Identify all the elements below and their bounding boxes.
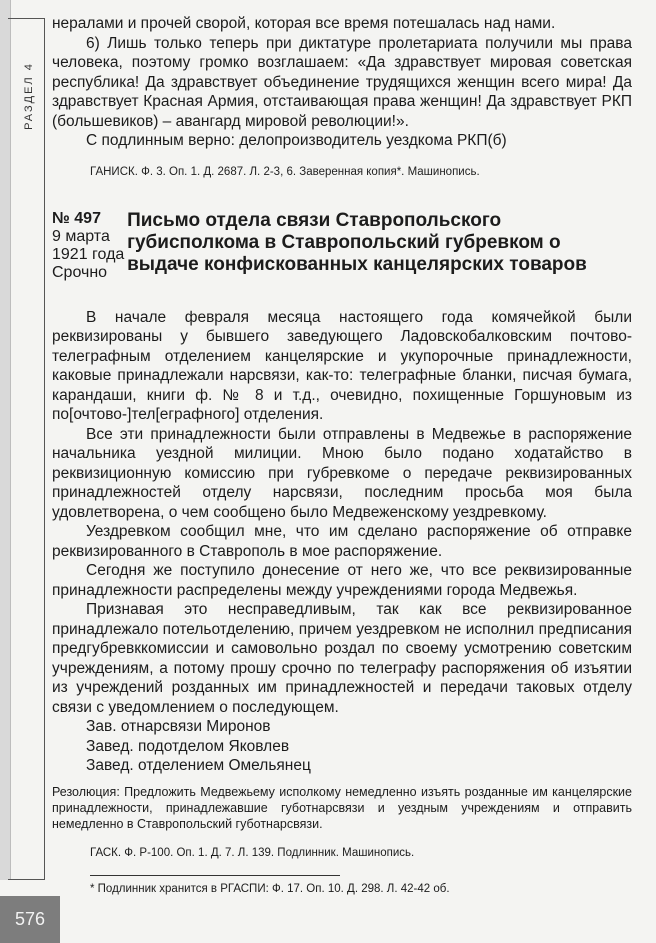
signature-line: Зав. отнарсвязи Миронов <box>86 718 271 735</box>
document-meta <box>52 210 127 282</box>
prev-source-note: ГАНИСК. Ф. 3. Оп. 1. Д. 2687. Л. 2-3, 6. Заверенная копия*. Машинопись. <box>90 165 480 178</box>
archive-reference: ГАСК. Ф. Р-100. Оп. 1. Д. 7. Л. 139. Подлинник. Машинопись. <box>90 846 415 859</box>
body-paragraph: В начале февраля месяца настоящего года комячейкой были реквизированы у бывшего заведующего Ладовскобалковским почтово-телеграфным отделением канцелярские и укупорочные принадлежности, каковые принадлежали нарсвязи, как-то: телеграфные бланки, писчая бумага, карандаши, книги ф. № 8 и т.д., очевидно, похищенные Горшуновым из по[очтово-]тел[еграфного] отделения. <box>52 308 632 423</box>
document-header <box>52 210 632 282</box>
certification-line: С подлинным верно: делопроизводитель уездкома РКП(б) <box>86 132 507 149</box>
footnote: * Подлинник хранится в РГАСПИ: Ф. 17. Оп. 10. Д. 298. Л. 42-42 об. <box>90 882 450 895</box>
body-paragraph: Сегодня же поступило донесение от него же, что все реквизированные принадлежности распределены между учреждениями города Медвежья. <box>52 562 632 599</box>
body-paragraph: Уездревком сообщил мне, что им сделано распоряжение об отправке реквизированного в Ставрополь в мое распоряжение. <box>52 523 632 560</box>
section-tab <box>16 30 40 180</box>
prev-paragraph-end: нералами и прочей сворой, которая все время потешалась над нами. <box>52 15 556 32</box>
signature-line: Завед. подотделом Яковлев <box>86 737 290 755</box>
document-number: № 497 <box>52 209 101 227</box>
page-content <box>52 14 632 897</box>
footnote-divider <box>90 875 340 876</box>
resolution-note: Резолюция: Предложить Медвежьему исполкому немедленно изъять розданные им канцелярские принадлежности, принадлежавшие губотнарсвязи и уездным учреждениям и отправить немедленно в Ставропольский губотнарсвязи. <box>52 784 632 831</box>
page-number: 576 <box>0 896 60 943</box>
body-paragraph: Признавая это несправедливым, так как все реквизированное принадлежало потельотделению, причем уездревком не исполнил предписания предгубревккомиссии и самовольно роздал по своему усмотрению советским учреждениям, а потому прошу срочно по телеграфу распоряжения об изъятии из учреждений розданных им принадлежностей и передачи таковых отделу связи с уведомлением о последующем. <box>52 601 632 716</box>
signature-line: Завед. отделением Омельянец <box>86 757 311 774</box>
prev-paragraph-6: 6) Лишь только теперь при диктатуре пролетариата получили мы права человека, поэтому громко возглашаем: «Да здравствует мировая советская республика! Да здравствует объединение трудящихся женщин всего мира! Да здравствует Красная Армия, отстаивающая права женщин! Да здравствует РКП (большевиков) – авангард мировой революции!». <box>52 34 632 130</box>
document-title: Письмо отдела связи Ставропольского губисполкома в Ставропольский губревком о выдаче конфискованных канцелярских товаров <box>127 209 587 275</box>
document-body <box>52 308 632 776</box>
body-paragraph: Все эти принадлежности были отправлены в Медвежье в распоряжение начальника уездной милиции. Мною было подано ходатайство в реквизиционную комиссию при губревкоме о передаче реквизированных принадлежностей отделу нарсвязи, последним просьба моя была удовлетворена, о чем сообщено было Медвеженскому уездревкому. <box>52 425 632 521</box>
document-date: 9 марта <box>52 227 110 245</box>
section-label: РАЗДЕЛ 4 <box>23 62 35 130</box>
document-year: 1921 года <box>52 245 125 263</box>
document-urgency: Срочно <box>52 263 108 281</box>
